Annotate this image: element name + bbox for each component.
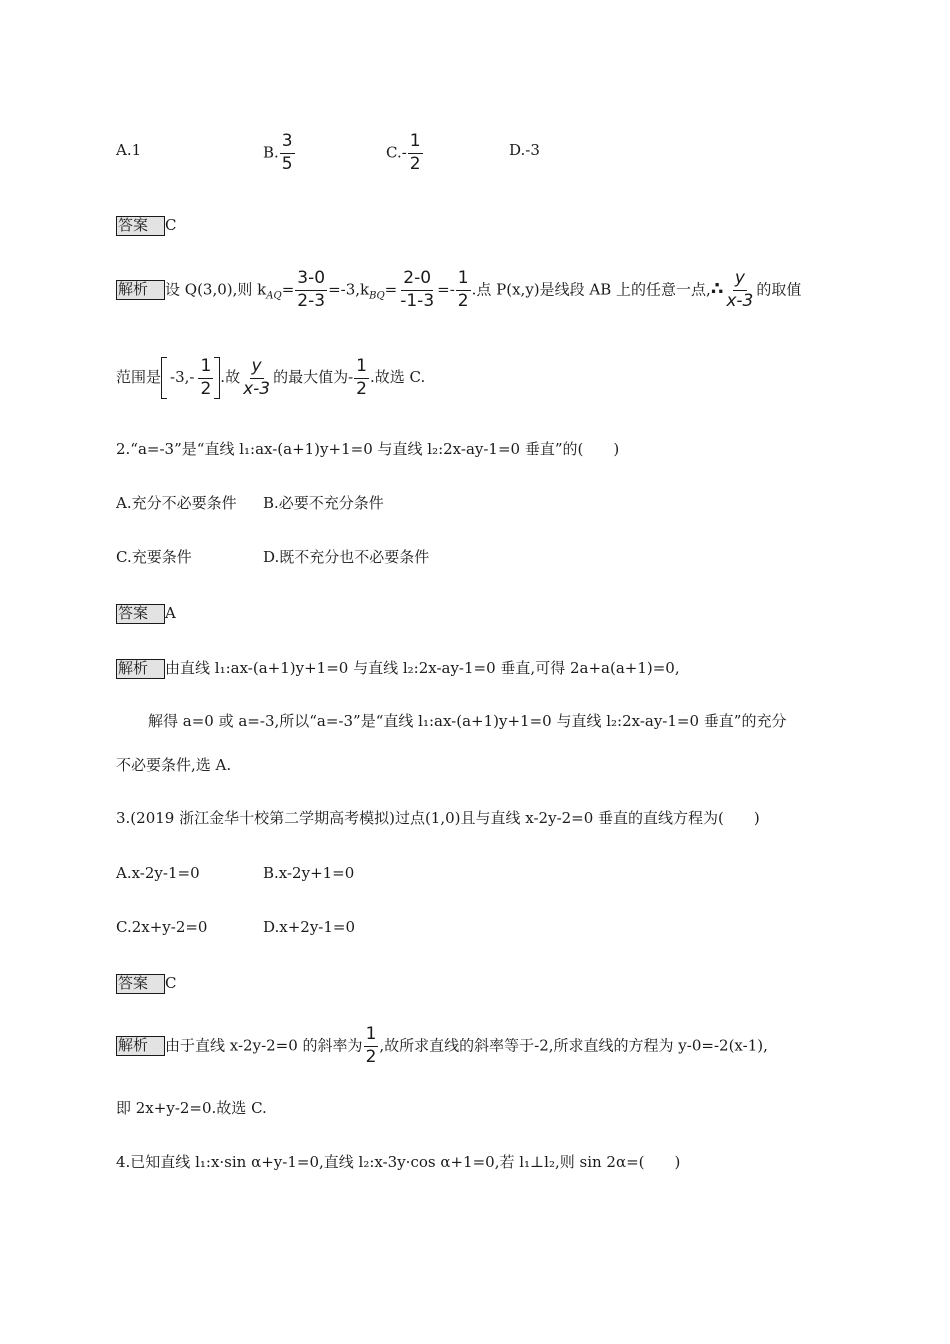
answer-row — [116, 974, 177, 994]
fraction-1-2 — [364, 1026, 379, 1067]
subscript-bq: BQ — [369, 290, 385, 302]
fraction-y-over-x-minus-3 — [241, 355, 272, 399]
answer-label: 答案 — [116, 216, 165, 236]
analysis-text: 范围是 — [116, 368, 162, 386]
fraction-denominator: 2 — [409, 153, 421, 174]
analysis-line-2 — [116, 357, 425, 399]
option-a: A.1 — [116, 141, 142, 159]
analysis-line-1 — [116, 1026, 768, 1067]
analysis-text: 的取值 — [756, 280, 802, 299]
fraction-3-5 — [280, 133, 295, 174]
question-3-stem: 3.(2019 浙江金华十校第二学期高考模拟)过点(1,0)且与直线 x-2y-2=0 垂直的直线方程为( ) — [116, 809, 760, 827]
analysis-line-2: 即 2x+y-2=0.故选 C. — [116, 1099, 267, 1117]
analysis-line-1 — [116, 270, 801, 311]
answer-value: C — [165, 974, 177, 992]
analysis-text: 设 Q(3,0),则 k — [165, 280, 267, 299]
answer-label: 答案 — [116, 974, 165, 994]
interval-start: -3,- — [170, 368, 195, 386]
analysis-text: ,故所求直线的斜率等于-2,所求直线的方程为 y-0=-2(x-1), — [379, 1036, 768, 1055]
fraction-numerator: 3-0 — [295, 270, 327, 291]
option-c — [386, 133, 424, 174]
answer-label: 答案 — [116, 604, 165, 624]
fraction-denominator: 5 — [281, 153, 293, 174]
fraction-denominator: 2 — [365, 1046, 377, 1067]
analysis-label: 解析 — [116, 1036, 165, 1056]
fraction-1-2 — [408, 133, 423, 174]
fraction-slope-bq — [398, 270, 436, 311]
fraction-1-2 — [354, 355, 369, 399]
fraction-1-2 — [456, 270, 471, 311]
fraction-denominator: x-3 — [726, 290, 754, 311]
answer-value: A — [165, 604, 176, 622]
fraction-denominator: 2-3 — [297, 290, 326, 311]
fraction-numerator: 1 — [408, 133, 423, 154]
fraction-denominator: 2 — [457, 290, 469, 311]
analysis-label: 解析 — [116, 280, 165, 300]
option-c-sign: - — [401, 143, 407, 162]
option-a: A.充分不必要条件 — [116, 494, 237, 512]
fraction-numerator: 1 — [456, 270, 471, 291]
analysis-text: =-3,k — [328, 280, 370, 299]
analysis-label: 解析 — [116, 659, 165, 679]
option-c: C.2x+y-2=0 — [116, 918, 208, 936]
analysis-line-3: 不必要条件,选 A. — [116, 756, 232, 774]
fraction-slope-aq — [295, 270, 327, 311]
question-2-stem: 2.“a=-3”是“直线 l₁:ax-(a+1)y+1=0 与直线 l₂:2x-ay-1=0 垂直”的( ) — [116, 440, 620, 458]
analysis-text: .故选 C. — [370, 368, 426, 386]
fraction-numerator: 3 — [280, 133, 295, 154]
analysis-text: .点 P(x,y)是线段 AB 上的任意一点, — [471, 280, 711, 299]
fraction-denominator: 2 — [356, 378, 367, 399]
option-a: A.x-2y-1=0 — [116, 864, 200, 882]
analysis-text: 由直线 l₁:ax-(a+1)y+1=0 与直线 l₂:2x-ay-1=0 垂直,可得 2a+a(a+1)=0, — [165, 659, 680, 677]
fraction-numerator: 1 — [198, 358, 213, 379]
analysis-line-1 — [116, 659, 680, 679]
left-bracket — [161, 357, 167, 399]
fraction-numerator: 1 — [364, 1026, 379, 1047]
analysis-text: =- — [437, 280, 455, 299]
option-d: D.既不充分也不必要条件 — [263, 548, 430, 566]
fraction-numerator: y — [250, 358, 264, 379]
fraction-denominator: x-3 — [243, 378, 271, 399]
option-b: B.必要不充分条件 — [263, 494, 384, 512]
option-d: D.x+2y-1=0 — [263, 918, 356, 936]
fraction-y-over-x-minus-3 — [724, 270, 755, 311]
option-b: B.x-2y+1=0 — [263, 864, 355, 882]
option-b-prefix: B. — [263, 143, 279, 162]
fraction-numerator: y — [733, 270, 747, 291]
fraction-numerator: 2-0 — [401, 270, 433, 291]
answer-row — [116, 216, 177, 236]
analysis-text: = — [281, 280, 295, 299]
option-c: C.充要条件 — [116, 548, 192, 566]
analysis-text: 由于直线 x-2y-2=0 的斜率为 — [165, 1036, 363, 1055]
analysis-text: .故 — [220, 368, 241, 386]
fraction-denominator: 2 — [200, 378, 212, 399]
fraction-1-2 — [198, 355, 213, 399]
analysis-line-2: 解得 a=0 或 a=-3,所以“a=-3”是“直线 l₁:ax-(a+1)y+1=0 与直线 l₂:2x-ay-1=0 垂直”的充分 — [148, 712, 787, 730]
option-b — [263, 133, 296, 174]
subscript-aq: AQ — [266, 290, 282, 302]
analysis-text: = — [384, 280, 398, 299]
question-4-stem: 4.已知直线 l₁:x·sin α+y-1=0,直线 l₂:x-3y·cos α+1=0,若 l₁⊥l₂,则 sin 2α=( ) — [116, 1153, 681, 1171]
fraction-denominator: -1-3 — [400, 290, 435, 311]
analysis-text: 的最大值为- — [273, 368, 354, 386]
answer-row — [116, 604, 176, 624]
therefore-symbol: ∴ — [710, 278, 724, 300]
answer-value: C — [165, 216, 177, 234]
option-c-prefix: C. — [386, 143, 402, 162]
option-d: D.-3 — [509, 141, 540, 159]
fraction-numerator: 1 — [354, 358, 369, 379]
